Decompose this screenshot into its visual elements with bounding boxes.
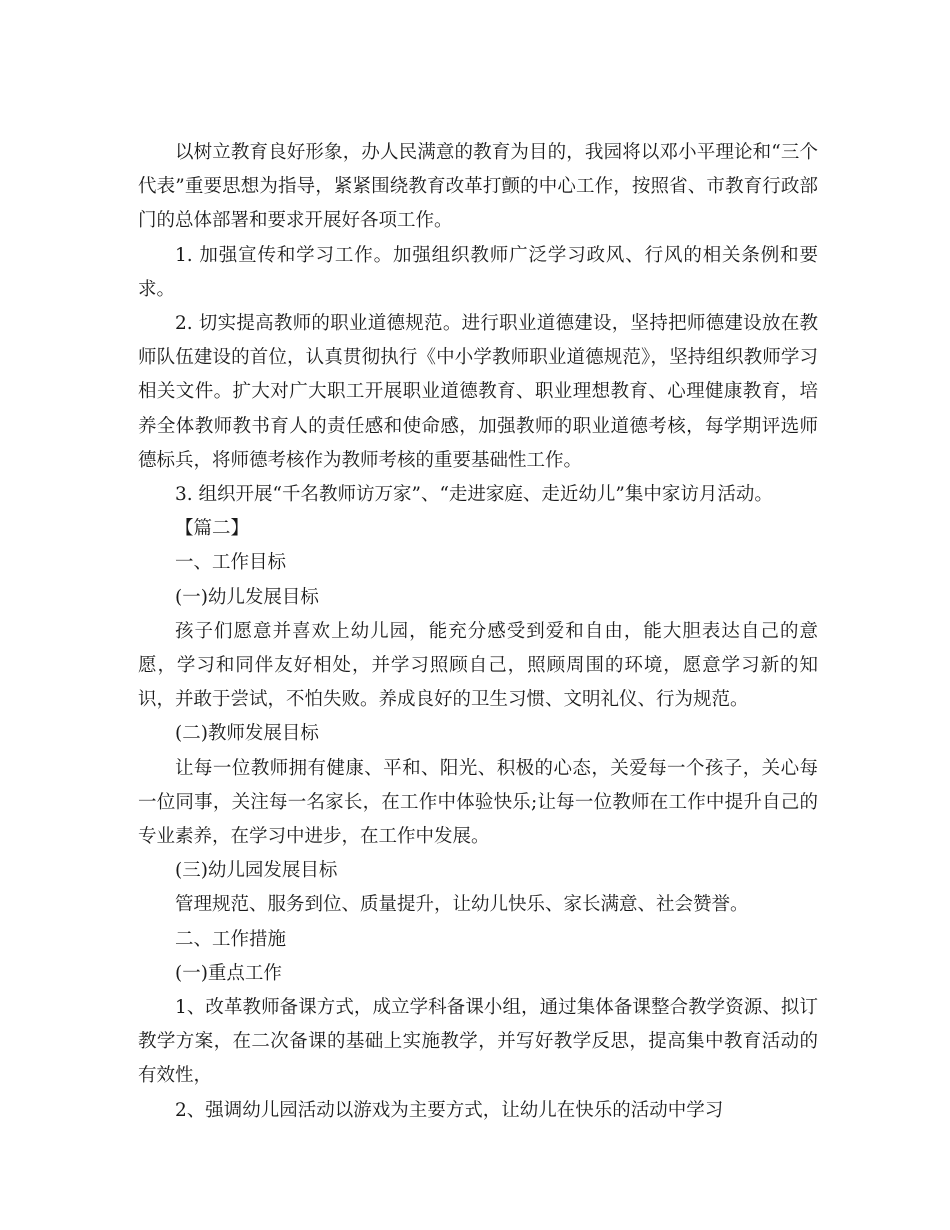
paragraph-intro: 以树立教育良好形象，办人民满意的教育为目的，我园将以邓小平理论和“三个代表”重要思想为指导，紧紧围绕教育改革打颤的中心工作，按照省、市教育行政部门的总体部署和要求开展好各项工作。	[138, 142, 818, 232]
subheading-child-goals: (一)幼儿发展目标	[175, 586, 319, 608]
subheading-teacher-goals: (二)教师发展目标	[175, 723, 319, 745]
paragraph-kindergarten-goals: 管理规范、服务到位、质量提升，让幼儿快乐、家长满意、社会赞誉。	[175, 894, 749, 916]
paragraph-item-3: 3. 组织开展“千名教师访万家”、“走进家庭、走近幼儿”集中家访月活动。	[175, 484, 773, 506]
heading-work-goals: 一、工作目标	[175, 552, 287, 574]
paragraph-measure-2: 2、强调幼儿园活动以游戏为主要方式，让幼儿在快乐的活动中学习	[175, 1099, 724, 1121]
document-page	[138, 136, 818, 1128]
subheading-kindergarten-goals: (三)幼儿园发展目标	[175, 860, 338, 882]
paragraph-child-goals: 孩子们愿意并喜欢上幼儿园，能充分感受到爱和自由，能大胆表达自己的意愿，学习和同伴友好相处，并学习照顾自己，照顾周围的环境，愿意学习新的知识，并敢于尝试，不怕失败。养成良好的卫生习惯、文明礼仪、行为规范。	[138, 620, 818, 711]
section-heading-part-two: 【篇二】	[175, 518, 250, 540]
paragraph-measure-1: 1、改革教师备课方式，成立学科备课小组，通过集体备课整合教学资源、拟订教学方案，在二次备课的基础上实施教学，并写好教学反思，提高集中教育活动的有效性，	[138, 997, 818, 1087]
paragraph-teacher-goals: 让每一位教师拥有健康、平和、阳光、积极的心态，关爱每一个孩子，关心每一位同事，关注每一名家长，在工作中体验快乐;让每一位教师在工作中提升自己的专业素养，在学习中进步，在工作中发展。	[138, 757, 818, 848]
heading-work-measures: 二、工作措施	[175, 928, 287, 950]
paragraph-item-2: 2. 切实提高教师的职业道德规范。进行职业道德建设，坚持把师德建设放在教师队伍建设的首位，认真贯彻执行《中小学教师职业道德规范》，坚持组织教师学习相关文件。扩大对广大职工开展职业道德教育、职业理想教育、心理健康教育，培养全体教师教书育人的责任感和使命感，加强教师的职业道德考核，每学期评选师德标兵，将师德考核作为教师考核的重要基础性工作。	[138, 313, 818, 471]
subheading-key-work: (一)重点工作	[175, 962, 282, 984]
paragraph-item-1: 1. 加强宣传和学习工作。加强组织教师广泛学习政风、行风的相关条例和要求。	[138, 244, 818, 300]
